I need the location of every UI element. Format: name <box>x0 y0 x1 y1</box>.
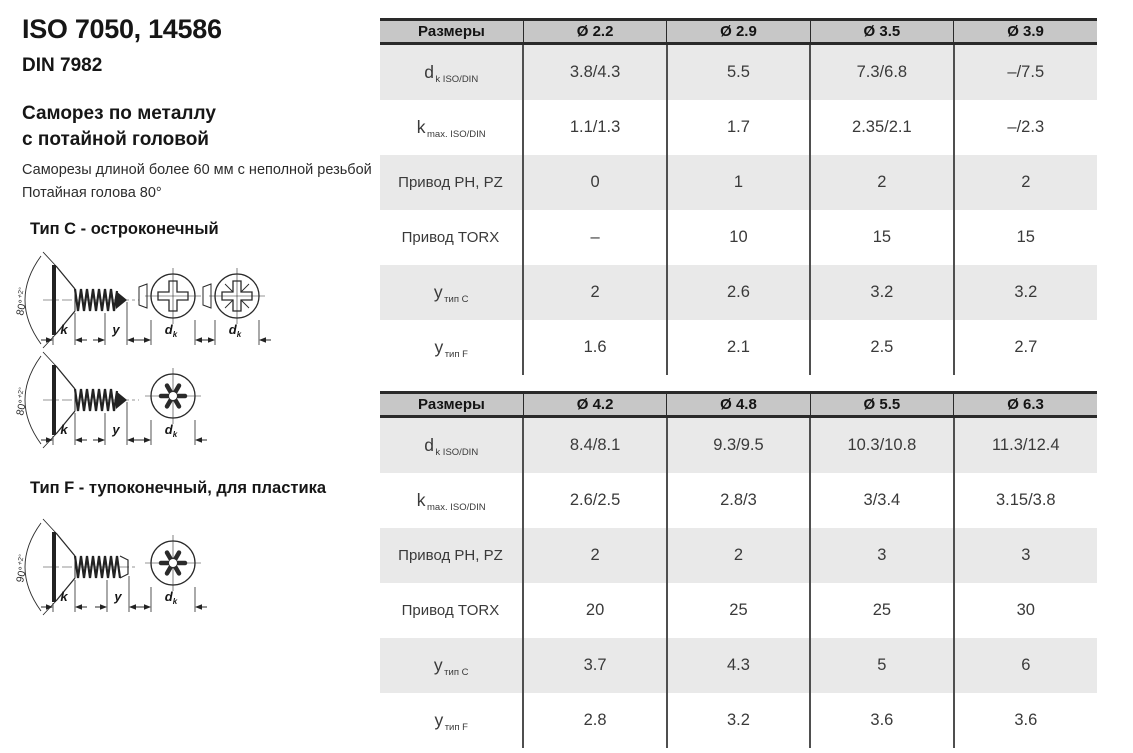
row-label: Привод PH, PZ <box>398 547 503 564</box>
col-header-diameter: Ø 3.9 <box>954 20 1097 44</box>
table-row-y-type-c <box>380 265 1097 320</box>
value-cell: 1.7 <box>667 100 810 155</box>
table-row-y-type-f <box>380 693 1097 748</box>
value-cell: – <box>523 210 666 265</box>
col-header-sizes: Размеры <box>380 20 523 44</box>
table-row-dk <box>380 417 1097 474</box>
type-f-screw-drawing <box>3 517 283 617</box>
value-cell: 3.2 <box>667 693 810 748</box>
dimensions-table-large <box>380 391 1097 748</box>
value-cell: 9.3/9.5 <box>667 417 810 474</box>
value-cell: 5.5 <box>667 44 810 101</box>
table-row-y-type-c <box>380 638 1097 693</box>
table-row-drive-torx <box>380 210 1097 265</box>
value-cell: 1.1/1.3 <box>523 100 666 155</box>
col-header-diameter: Ø 3.5 <box>810 20 953 44</box>
col-header-diameter: Ø 4.2 <box>523 393 666 417</box>
table-row-drive-ph-pz <box>380 528 1097 583</box>
value-cell: 3/3.4 <box>810 473 953 528</box>
value-cell: 2 <box>523 528 666 583</box>
col-header-diameter: Ø 2.2 <box>523 20 666 44</box>
y-dim-label: y <box>112 422 120 437</box>
value-cell: –/7.5 <box>954 44 1097 101</box>
y-dim-label: y <box>114 589 122 604</box>
dk-dim-label: $d_k$ <box>164 322 178 339</box>
info-panel <box>0 0 380 753</box>
col-header-diameter: Ø 4.8 <box>667 393 810 417</box>
value-cell: 4.3 <box>667 638 810 693</box>
value-cell: 6 <box>954 638 1097 693</box>
value-cell: 1 <box>667 155 810 210</box>
value-cell: 8.4/8.1 <box>523 417 666 474</box>
value-cell: 3.6 <box>810 693 953 748</box>
product-name-line2: с потайной головой <box>22 129 209 150</box>
value-cell: 10 <box>667 210 810 265</box>
value-cell: 20 <box>523 583 666 638</box>
angle-label-90: 90°$^{+2^\circ}$ <box>14 553 30 584</box>
row-label: Привод TORX <box>401 602 500 619</box>
table-header-row <box>380 20 1097 44</box>
dk-dim-label: $d_k$ <box>228 322 242 339</box>
angle-label-80: 80°$^{+2^\circ}$ <box>14 286 30 317</box>
product-note-line2: Потайная голова 80° <box>22 185 162 201</box>
row-label: k $_{max. ISO/DIN}$ <box>416 117 486 140</box>
value-cell: 25 <box>810 583 953 638</box>
value-cell: 2.6/2.5 <box>523 473 666 528</box>
dimension-tables <box>380 18 1098 748</box>
value-cell: 7.3/6.8 <box>810 44 953 101</box>
row-label: Привод TORX <box>401 229 500 246</box>
value-cell: 3.6 <box>954 693 1097 748</box>
type-c-torx-drawing <box>3 350 283 450</box>
value-cell: 2.8 <box>523 693 666 748</box>
product-name-line1: Саморез по металлу <box>22 103 216 124</box>
dimensions-table-small <box>380 18 1097 375</box>
value-cell: 3 <box>810 528 953 583</box>
product-note-line1: Саморезы длиной более 60 мм с неполной резьбой <box>22 162 372 178</box>
product-description <box>22 159 372 205</box>
table-row-kmax <box>380 100 1097 155</box>
value-cell: 3.2 <box>954 265 1097 320</box>
row-label: y $_{тип F}$ <box>434 710 468 733</box>
pz-drive-view <box>203 268 265 324</box>
value-cell: 2.1 <box>667 320 810 375</box>
value-cell: 2 <box>523 265 666 320</box>
table-row-drive-ph-pz <box>380 155 1097 210</box>
y-dim-label: y <box>112 322 120 337</box>
value-cell: 3 <box>954 528 1097 583</box>
value-cell: 2 <box>954 155 1097 210</box>
value-cell: 3.2 <box>810 265 953 320</box>
value-cell: 3.8/4.3 <box>523 44 666 101</box>
table-row-y-type-f <box>380 320 1097 375</box>
dk-dim-label: $d_k$ <box>164 422 178 439</box>
col-header-diameter: Ø 5.5 <box>810 393 953 417</box>
value-cell: 10.3/10.8 <box>810 417 953 474</box>
row-label: d $_{k ISO/DIN}$ <box>424 62 479 85</box>
value-cell: 3.15/3.8 <box>954 473 1097 528</box>
col-header-diameter: Ø 2.9 <box>667 20 810 44</box>
k-dim-label: k <box>60 322 68 337</box>
type-f-heading: Тип F - тупоконечный, для пластика <box>30 479 327 497</box>
value-cell: 15 <box>810 210 953 265</box>
page-title: ISO 7050, 14586 <box>22 14 222 44</box>
value-cell: 3.7 <box>523 638 666 693</box>
value-cell: –/2.3 <box>954 100 1097 155</box>
row-label: y $_{тип F}$ <box>434 337 468 360</box>
row-label: k $_{max. ISO/DIN}$ <box>416 490 486 513</box>
product-name <box>22 101 216 153</box>
torx-drive-view <box>145 368 201 424</box>
row-label: Привод PH, PZ <box>398 174 503 191</box>
table-row-dk <box>380 44 1097 101</box>
row-label: y $_{тип C}$ <box>433 282 469 305</box>
col-header-sizes: Размеры <box>380 393 523 417</box>
value-cell: 25 <box>667 583 810 638</box>
page-subtitle: DIN 7982 <box>22 55 103 76</box>
value-cell: 11.3/12.4 <box>954 417 1097 474</box>
value-cell: 5 <box>810 638 953 693</box>
torx-drive-view <box>145 535 201 591</box>
value-cell: 15 <box>954 210 1097 265</box>
table-row-drive-torx <box>380 583 1097 638</box>
ph-drive-view <box>139 268 201 324</box>
type-c-screw-drawing <box>3 250 283 350</box>
value-cell: 1.6 <box>523 320 666 375</box>
value-cell: 2.35/2.1 <box>810 100 953 155</box>
value-cell: 0 <box>523 155 666 210</box>
table-row-kmax <box>380 473 1097 528</box>
angle-label-80: 80°$^{+2^\circ}$ <box>14 386 30 417</box>
k-dim-label: k <box>60 589 68 604</box>
value-cell: 2.8/3 <box>667 473 810 528</box>
row-label: y $_{тип C}$ <box>433 655 469 678</box>
col-header-diameter: Ø 6.3 <box>954 393 1097 417</box>
value-cell: 2.5 <box>810 320 953 375</box>
dk-dim-label: $d_k$ <box>164 589 178 606</box>
table-header-row <box>380 393 1097 417</box>
value-cell: 2.7 <box>954 320 1097 375</box>
value-cell: 2 <box>810 155 953 210</box>
value-cell: 30 <box>954 583 1097 638</box>
value-cell: 2 <box>667 528 810 583</box>
row-label: d $_{k ISO/DIN}$ <box>424 435 479 458</box>
value-cell: 2.6 <box>667 265 810 320</box>
k-dim-label: k <box>60 422 68 437</box>
type-c-heading: Тип C - остроконечный <box>30 220 219 238</box>
